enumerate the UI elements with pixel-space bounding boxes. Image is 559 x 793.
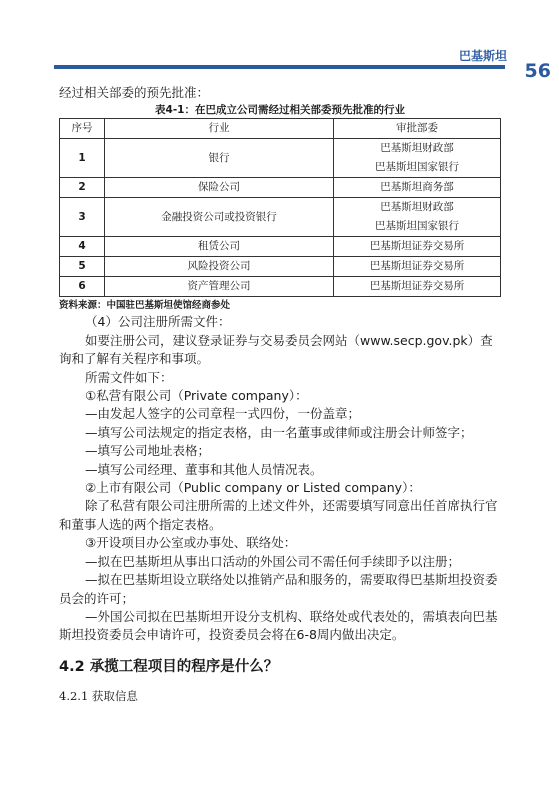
col-header-industry: 行业: [105, 119, 334, 139]
row-ministry: [334, 139, 501, 178]
table-header-row: [60, 119, 501, 139]
subsection-heading: 4.2.1 获取信息: [59, 688, 138, 703]
paragraph: ②上市有限公司（Public company or Listed company）：: [85, 480, 421, 496]
row-no: 1: [60, 139, 105, 178]
row-ministry: 巴基斯坦商务部: [334, 178, 501, 198]
row-no: 3: [60, 198, 105, 237]
row-industry: 金融投资公司或投资银行: [105, 198, 334, 237]
paragraph: ①私营有限公司（Private company）：: [85, 388, 308, 404]
row-industry: 租赁公司: [105, 237, 334, 257]
page-number: 56: [524, 60, 551, 82]
table-row: [60, 237, 501, 257]
paragraph: —拟在巴基斯坦从事出口活动的外国公司不需任何手续即予以注册；: [85, 553, 461, 569]
row-ministry: 巴基斯坦证券交易所: [334, 237, 501, 257]
table-row: [60, 178, 501, 198]
paragraph: —拟在巴基斯坦设立联络处以推销产品和服务的，需要取得巴基斯坦投资委员会的许可；: [59, 572, 498, 606]
row-no: 2: [60, 178, 105, 198]
paragraph: —外国公司拟在巴基斯坦开设分支机构、联络处或代表处的，需填表向巴基斯坦投资委员会申请许可，投资委员会将在6-8周内做出决定。: [59, 608, 498, 643]
table-caption: 表4-1：在巴成立公司需经过相关部委预先批准的行业: [155, 104, 405, 117]
page-content: [59, 84, 501, 705]
ministry-line: 巴基斯坦国家银行: [375, 161, 459, 174]
row-industry: 银行: [105, 139, 334, 178]
paragraph: ③开设项目办公室或办事处、联络处：: [85, 535, 297, 551]
header-rule: [54, 65, 505, 69]
paragraph: —填写公司法规定的指定表格，由一名董事或律师或注册会计师签字；: [85, 424, 473, 440]
row-no: 6: [60, 277, 105, 297]
table-row: [60, 257, 501, 277]
paragraph: —填写公司地址表格；: [85, 443, 211, 459]
header-country: 巴基斯坦: [458, 49, 507, 63]
row-ministry: [334, 198, 501, 237]
paragraph: （4）公司注册所需文件：: [85, 314, 231, 330]
section-heading: 4.2 承揽工程项目的程序是什么？: [59, 658, 279, 675]
intro-text: 经过相关部委的预先批准：: [59, 85, 210, 100]
ministry-line: 巴基斯坦财政部: [380, 201, 454, 214]
row-industry: 保险公司: [105, 178, 334, 198]
col-header-no: 序号: [60, 119, 105, 139]
row-ministry: 巴基斯坦证券交易所: [334, 257, 501, 277]
row-ministry: 巴基斯坦证券交易所: [334, 277, 501, 297]
row-no: 5: [60, 257, 105, 277]
table-row: [60, 198, 501, 237]
row-no: 4: [60, 237, 105, 257]
paragraph: 除了私营有限公司注册所需的上述文件外，还需要填写同意出任首席执行官和董事人选的两个指定表格。: [59, 498, 498, 532]
paragraph: —填写公司经理、董事和其他人员情况表。: [85, 461, 323, 477]
table-row: [60, 277, 501, 297]
row-industry: 资产管理公司: [105, 277, 334, 297]
table-source: 资料来源：中国驻巴基斯坦使馆经商参处: [59, 300, 231, 312]
paragraph: —由发起人签字的公司章程一式四份，一份盖章；: [85, 406, 361, 422]
row-industry: 风险投资公司: [105, 257, 334, 277]
ministry-line: 巴基斯坦国家银行: [375, 220, 459, 233]
col-header-ministry: 审批部委: [334, 119, 501, 139]
ministry-line: 巴基斯坦财政部: [380, 142, 454, 155]
approval-table: [59, 118, 501, 297]
paragraph: 所需文件如下：: [85, 369, 173, 385]
table-row: [60, 139, 501, 178]
paragraph: 如要注册公司，建议登录证券与交易委员会网站（www.secp.gov.pk）查询和了解有关程序和事项。: [59, 332, 493, 367]
